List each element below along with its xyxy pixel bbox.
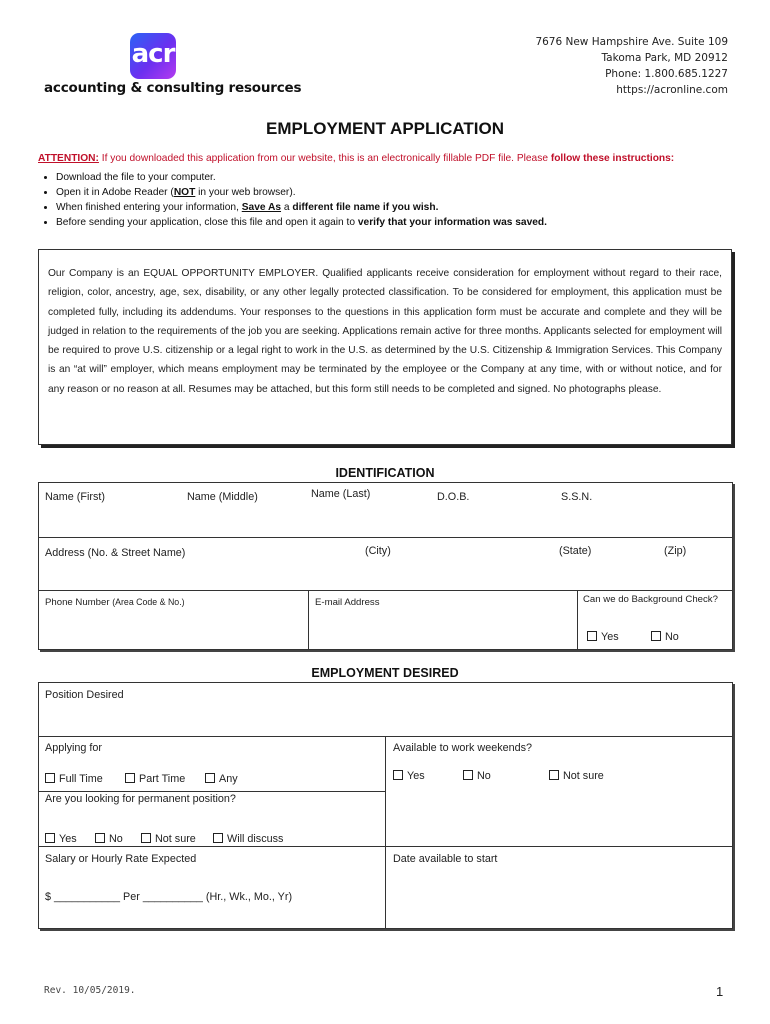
checkbox-icon[interactable] — [45, 833, 55, 843]
address-line-1: 7676 New Hampshire Ave. Suite 109 — [535, 36, 728, 48]
instruction-item: • When finished entering your information, Save As a different file name if you wish. — [56, 200, 547, 215]
weekends-no[interactable]: No — [463, 770, 491, 782]
field-date-available[interactable]: Date available to start — [393, 853, 498, 865]
checkbox-icon[interactable] — [549, 770, 559, 780]
phone-hint: (Area Code & No.) — [112, 597, 185, 607]
checkbox-icon[interactable] — [393, 770, 403, 780]
weekends-yes[interactable]: Yes — [393, 770, 425, 782]
field-salary[interactable]: $ ___________ Per __________ (Hr., Wk., Mo., Yr) — [45, 891, 293, 903]
applying-for-label: Applying for — [45, 742, 103, 754]
checkbox-icon[interactable] — [651, 631, 661, 641]
attention-label: ATTENTION: — [38, 153, 99, 164]
checkbox-icon[interactable] — [45, 773, 55, 783]
salary-label: Salary or Hourly Rate Expected — [45, 853, 197, 865]
attention-notice — [38, 153, 674, 164]
logo-text: acr — [131, 39, 175, 69]
company-name: accounting & consulting resources — [44, 80, 302, 96]
background-check-label: Can we do Background Check? — [583, 594, 718, 605]
attention-bold: follow these instructions: — [550, 153, 675, 164]
field-position-desired[interactable]: Position Desired — [45, 689, 124, 701]
field-state[interactable]: (State) — [559, 545, 592, 557]
permanent-not-sure[interactable]: Not sure — [141, 833, 196, 845]
option-any[interactable]: Any — [205, 773, 238, 785]
field-name-middle[interactable]: Name (Middle) — [187, 491, 258, 503]
permanent-no[interactable]: No — [95, 833, 123, 845]
page-title: EMPLOYMENT APPLICATION — [266, 119, 504, 138]
company-address — [535, 34, 728, 98]
page-number: 1 — [716, 984, 724, 999]
address-website[interactable]: https://acronline.com — [616, 84, 728, 96]
company-logo — [130, 33, 176, 79]
attention-text: If you downloaded this application from our website, this is an electronically fillable PDF file. Please — [98, 153, 551, 164]
checkbox-icon[interactable] — [587, 631, 597, 641]
employment-desired-table — [38, 682, 733, 929]
revision-date: Rev. 10/05/2019. — [44, 985, 136, 996]
field-name-first[interactable]: Name (First) — [45, 491, 105, 503]
eeo-statement: Our Company is an EQUAL OPPORTUNITY EMPLOYER. Qualified applicants receive consideration for employment without regard to their race, religion, color, ancestry, age, sex, disability, or any other legally protected classification. To be considered for employment, this application must be completed fully, including its addendums. Your responses to the questions in this application form must be accurate and complete and they will be judged in relation to the requirements of the job you are seeking. Applications remain active for three months. Applicants selected for employment will be required to prove U.S. citizenship or a legal right to work in the U.S. as determined by the U.S. Citizenship & Immigration Services. This Company is an “at will” employer, which means employment may be terminated by the employee or the Company at any time, with or without notice, and for any reason or no reason at all. Resumes may be attached, but this form still needs to be completed and signed. No photographs please. — [48, 268, 722, 395]
field-email[interactable]: E-mail Address — [315, 597, 380, 608]
background-check-no[interactable]: No — [651, 631, 679, 643]
instruction-item: • Download the file to your computer. — [56, 170, 547, 185]
instruction-item: • Open it in Adobe Reader (NOT in your web browser). — [56, 185, 547, 200]
checkbox-icon[interactable] — [205, 773, 215, 783]
address-line-2: Takoma Park, MD 20912 — [601, 52, 728, 64]
checkbox-icon[interactable] — [463, 770, 473, 780]
instruction-list — [38, 170, 547, 230]
identification-table — [38, 482, 733, 650]
checkbox-icon[interactable] — [213, 833, 223, 843]
weekends-label: Available to work weekends? — [393, 742, 533, 754]
eeo-statement-box — [38, 249, 732, 445]
field-dob[interactable]: D.O.B. — [437, 491, 470, 503]
weekends-not-sure[interactable]: Not sure — [549, 770, 604, 782]
checkbox-icon[interactable] — [141, 833, 151, 843]
address-phone: Phone: 1.800.685.1227 — [605, 68, 728, 80]
checkbox-icon[interactable] — [125, 773, 135, 783]
identification-heading: IDENTIFICATION — [335, 466, 435, 480]
field-city[interactable]: (City) — [365, 545, 391, 557]
instruction-item: • Before sending your application, close this file and open it again to verify that your information was saved. — [56, 215, 547, 230]
permanent-yes[interactable]: Yes — [45, 833, 77, 845]
field-address[interactable]: Address (No. & Street Name) — [45, 547, 186, 559]
field-ssn[interactable]: S.S.N. — [561, 491, 593, 503]
field-zip[interactable]: (Zip) — [664, 545, 687, 557]
option-full-time[interactable]: Full Time — [45, 773, 103, 785]
field-phone[interactable]: Phone Number (Area Code & No.) — [45, 597, 185, 608]
field-name-last[interactable]: Name (Last) — [311, 488, 371, 500]
employment-desired-heading: EMPLOYMENT DESIRED — [311, 666, 459, 680]
permanent-will-discuss[interactable]: Will discuss — [213, 833, 283, 845]
checkbox-icon[interactable] — [95, 833, 105, 843]
permanent-position-label: Are you looking for permanent position? — [45, 793, 236, 805]
option-part-time[interactable]: Part Time — [125, 773, 185, 785]
background-check-yes[interactable]: Yes — [587, 631, 619, 643]
